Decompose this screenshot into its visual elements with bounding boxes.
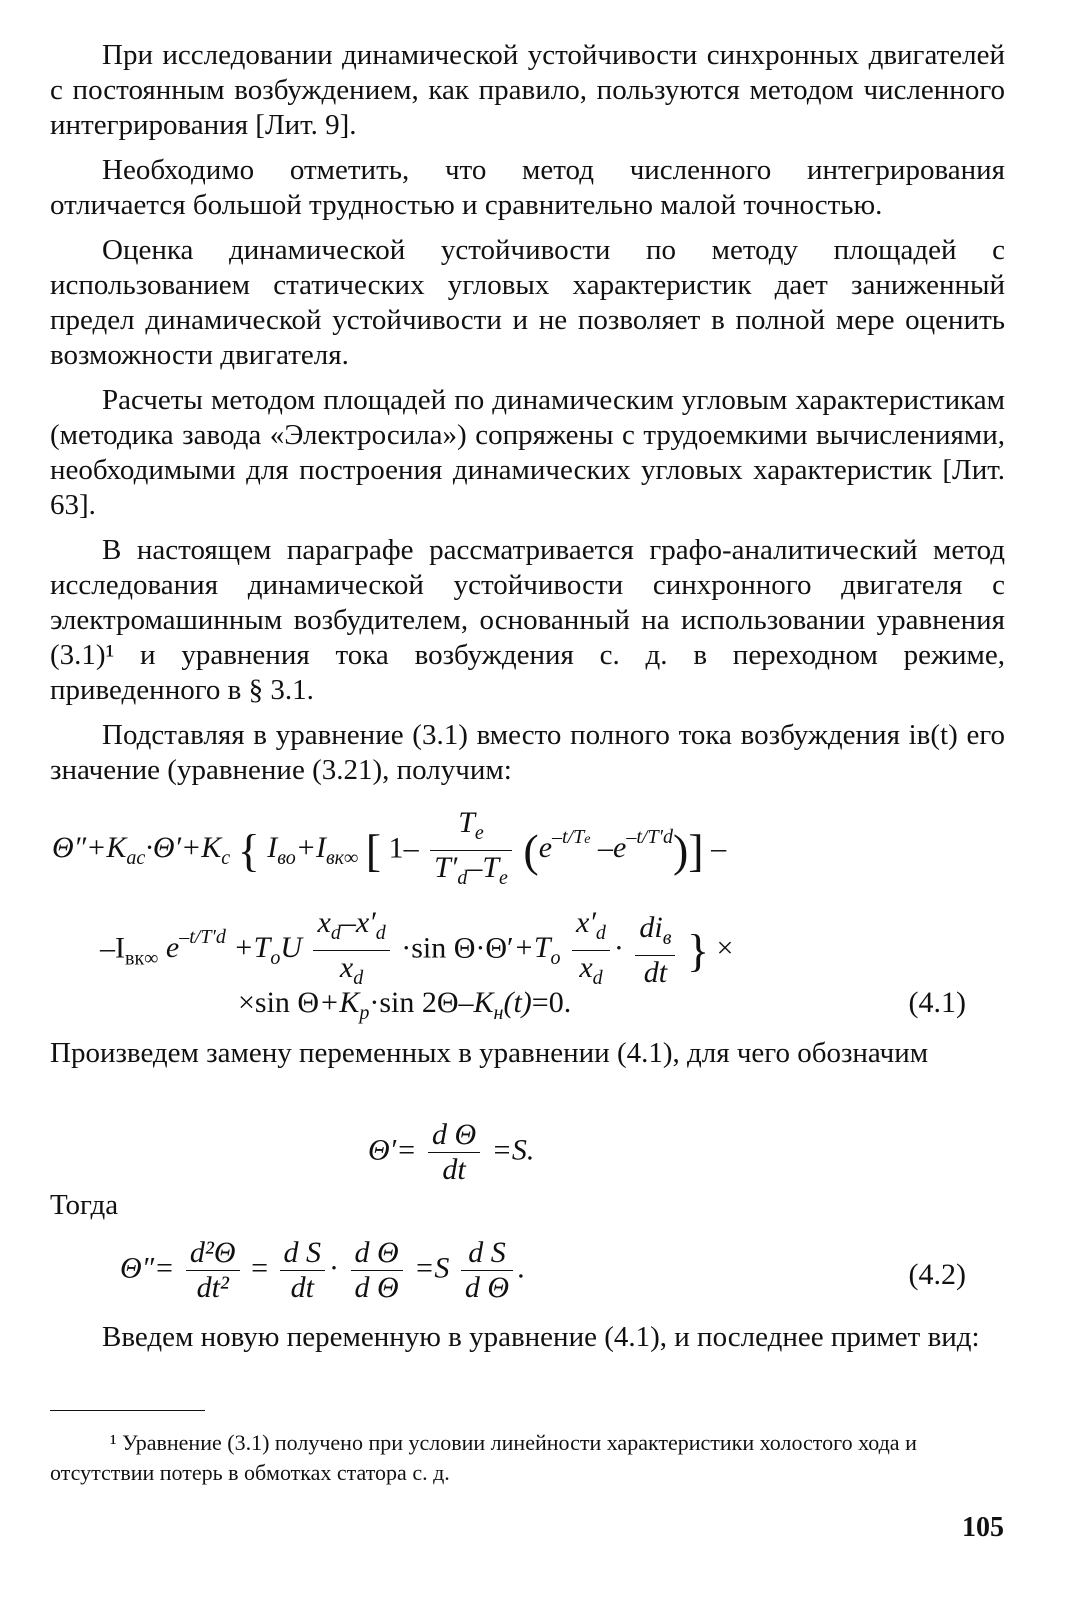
- equation-4-2: Θ″= $\frac{\text{d²Θ}}{\text{dt²}}$ = $\frac{\text{d S}}{dt}$ · $\frac{\text{d Θ}}{\text{d Θ}}$ =S $\frac{\text{d S}}{\text{d Θ}}$ .: [120, 1236, 525, 1304]
- paragraph-1: При исследовании динамической устойчивости синхронных двигателей с постоянным возбуждением, как правило, пользуются методом численного интегрирования [Лит. 9].: [50, 39, 1005, 141]
- footnote: ¹ Уравнение (3.1) получено при условии линейности характеристики холостого хода и отсутствии потерь в обмотках статора с. д.: [50, 1430, 917, 1485]
- paragraph-4: Расчеты методом площадей по динамическим угловым характеристикам (методика завода «Электросила») сопряжены с трудоемкими вычислениями, необходимыми для построения динамических угловых характеристик [Лит. 63].: [50, 384, 1005, 521]
- paragraph-5: В настоящем параграфе рассматривается графо-аналитический метод исследования динамической устойчивости синхронного двигателя с электромашинным возбудителем, основанный на использовании уравнения (3.1)¹ и уравнения тока возбуждения с. д. в переходном режиме, приведенного в § 3.1.: [50, 534, 1005, 706]
- footnote-divider: [50, 1410, 205, 1411]
- equation-4-2-number: (4.2): [908, 1258, 966, 1291]
- page-number: 105: [962, 1512, 1004, 1543]
- paragraph-6: Подставляя в уравнение (3.1) вместо полного тока возбуждения iв(t) его значение (уравнение (3.21), получим:: [50, 719, 1005, 786]
- equation-substitution: Θ′= $\frac{\text{d Θ}}{dt}$ =S.: [368, 1118, 535, 1186]
- equation-4-1-line-1: $\Theta''+K_{ac}\cdot\Theta'+K_c$ { $I_{во}+I_{вк\infty}$ [ 1– $\frac{T_e}{T'_d-T_e}$ ($e^{-t/Te}$ $-e^{-t/T'd}$)] –: [52, 806, 727, 889]
- paragraph-3: Оценка динамической устойчивости по методу площадей с использованием статических угловых характеристик дает заниженный предел динамической устойчивости и не позволяет в полной мере оценить возможности двигателя.: [50, 234, 1005, 371]
- paragraph-then: Тогда: [50, 1189, 119, 1221]
- equation-4-1-line-2: $-I_{вк\infty}$ $e^{-t/T'd} +T_oU$ $\frac{x_d-x'_d}{x_d}$ ·sin $\Theta\cdot\Theta'+T_o$ $\frac{x'_d}{x_d}$ · $\frac{di_в}{dt}$ } ×: [100, 906, 734, 989]
- equation-4-1-line-3: ×sin $\Theta+K_p\cdot\sin$ $2\Theta-K_н(t)=0$.: [238, 986, 572, 1024]
- text-block-top: [50, 38, 1005, 798]
- text-block-final: [50, 1320, 1005, 1365]
- paragraph-replace: Произведем замену переменных в уравнении (4.1), для чего обозначим: [50, 1037, 929, 1069]
- text-block-replace: [50, 1036, 1005, 1081]
- equation-4-1-number: (4.1): [908, 986, 966, 1019]
- paragraph-2: Необходимо отметить, что метод численного интегрирования отличается большой трудностью и сравнительно малой точностью.: [50, 154, 1005, 221]
- text-block-then: [50, 1188, 1005, 1233]
- paragraph-final: Введем новую переменную в уравнение (4.1), и последнее примет вид:: [102, 1321, 980, 1353]
